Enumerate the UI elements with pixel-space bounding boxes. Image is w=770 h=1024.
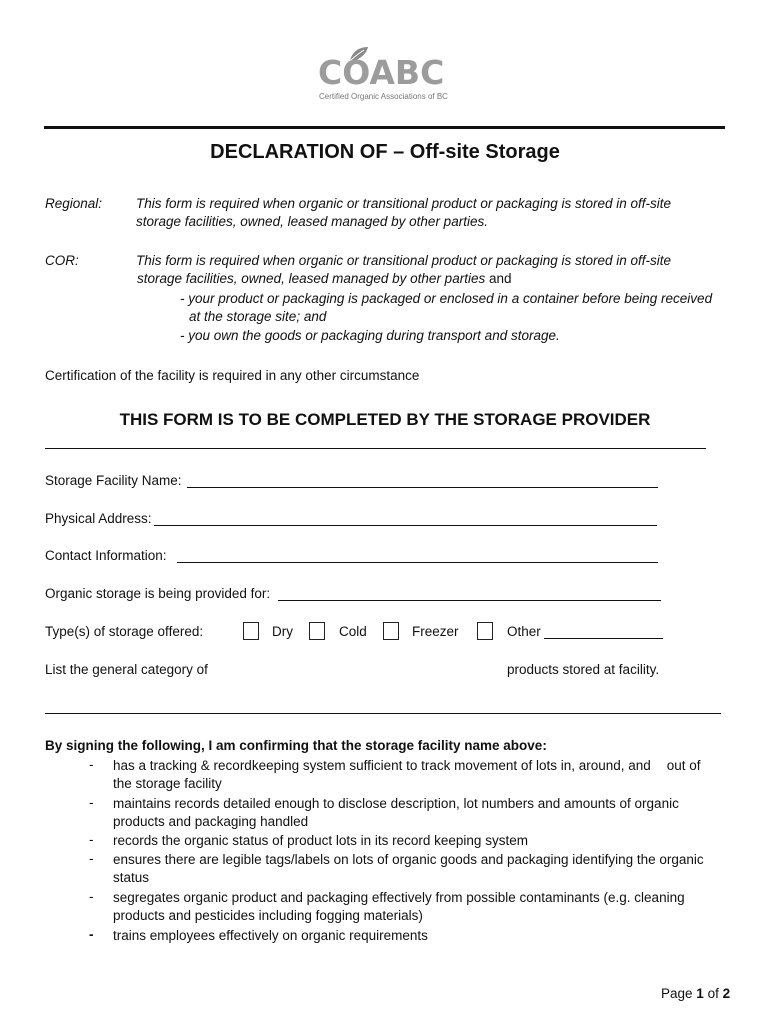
bullet-dash: - [89,927,94,942]
list-item [113,851,733,887]
other-checkbox[interactable] [477,622,493,640]
category-field[interactable] [45,713,721,714]
regional-label: Regional: [45,196,103,211]
freezer-checkbox[interactable] [383,622,399,640]
freezer-label: Freezer [412,624,459,639]
cold-label: Cold [339,624,367,639]
section-heading: THIS FORM IS TO BE COMPLETED BY THE STORAGE PROVIDER [119,410,651,429]
page-word: Page [661,986,693,1001]
list-item [113,832,733,850]
page-current: 1 [696,986,704,1001]
page-total: 2 [722,986,731,1001]
contact-info-field[interactable] [177,562,658,563]
logo-subtitle: Certified Organic Associations of BC [319,92,448,101]
bullet-1-line-2: the storage facility [113,776,222,791]
category-label-left: List the general category of [45,662,208,677]
facility-name-label: Storage Facility Name: [45,473,182,488]
list-item [113,795,733,831]
page-number [661,986,730,1001]
contact-info-label: Contact Information: [45,548,167,563]
bullet-dash: - [89,757,94,772]
bullet-5-line-1: segregates organic product and packaging effectively from possible contaminants (e.g. cleaning [113,890,685,905]
bullet-2-line-2: products and packaging handled [113,814,309,829]
cor-item-1-line-2: at the storage site; and [189,309,327,324]
facility-name-field[interactable] [187,487,658,488]
bullet-5-line-2: products and pesticides including fogging materials) [113,908,423,923]
storage-for-field[interactable] [278,600,661,601]
category-label-right: products stored at facility. [507,662,660,677]
cor-line-2 [137,271,512,286]
list-item [113,889,733,925]
physical-address-field[interactable] [154,525,657,526]
logo-name: COABC [318,53,445,92]
cor-line-2-suffix: and [485,271,512,286]
signing-intro: By signing the following, I am confirming that the storage facility name above: [45,738,547,753]
physical-address-label: Physical Address: [45,511,152,526]
header-rule [44,126,725,129]
bullet-dash: - [89,889,94,904]
cold-checkbox[interactable] [309,622,325,640]
other-field[interactable] [544,638,663,639]
dry-checkbox[interactable] [243,622,259,640]
cor-item-1-line-1: - your product or packaging is packaged or enclosed in a container before being received [180,291,713,306]
cor-line-2-text: storage facilities, owned, leased managed by other parties [137,271,486,286]
bullet-3-line-1: records the organic status of product lots in its record keeping system [113,833,528,848]
bullet-6-line-1: trains employees effectively on organic requirements [113,928,428,943]
bullet-1-line-1b: out of [666,758,701,773]
cor-label: COR: [45,253,79,268]
coabc-logo [300,45,470,107]
cor-line-1: This form is required when organic or transitional product or packaging is stored in off-site [136,253,672,268]
other-label: Other [507,624,541,639]
bullet-4-line-2: status [113,870,150,885]
cor-item-2: - you own the goods or packaging during transport and storage. [180,328,560,343]
regional-line-1: This form is required when organic or transitional product or packaging is stored in off-site [136,196,672,211]
bullet-dash: - [89,851,94,866]
bullet-dash: - [89,832,94,847]
page-title: DECLARATION OF – Off-site Storage [210,141,560,163]
bullet-1-line-1: has a tracking & recordkeeping system sufficient to track movement of lots in, around, and [113,758,651,773]
dry-label: Dry [272,624,293,639]
regional-line-2: storage facilities, owned, leased managed by other parties. [136,214,488,229]
of-word: of [707,986,719,1001]
list-item [113,927,733,945]
list-item [113,757,733,793]
storage-for-label: Organic storage is being provided for: [45,586,271,601]
storage-types-label: Type(s) of storage offered: [45,624,204,639]
certification-note: Certification of the facility is required in any other circumstance [45,368,420,383]
bullet-4-line-1: ensures there are legible tags/labels on lots of organic goods and packaging identifying the organic [113,852,704,867]
section-rule [45,448,706,449]
bullet-dash: - [89,795,94,810]
bullet-2-line-1: maintains records detailed enough to disclose description, lot numbers and amounts of organic [113,796,679,811]
